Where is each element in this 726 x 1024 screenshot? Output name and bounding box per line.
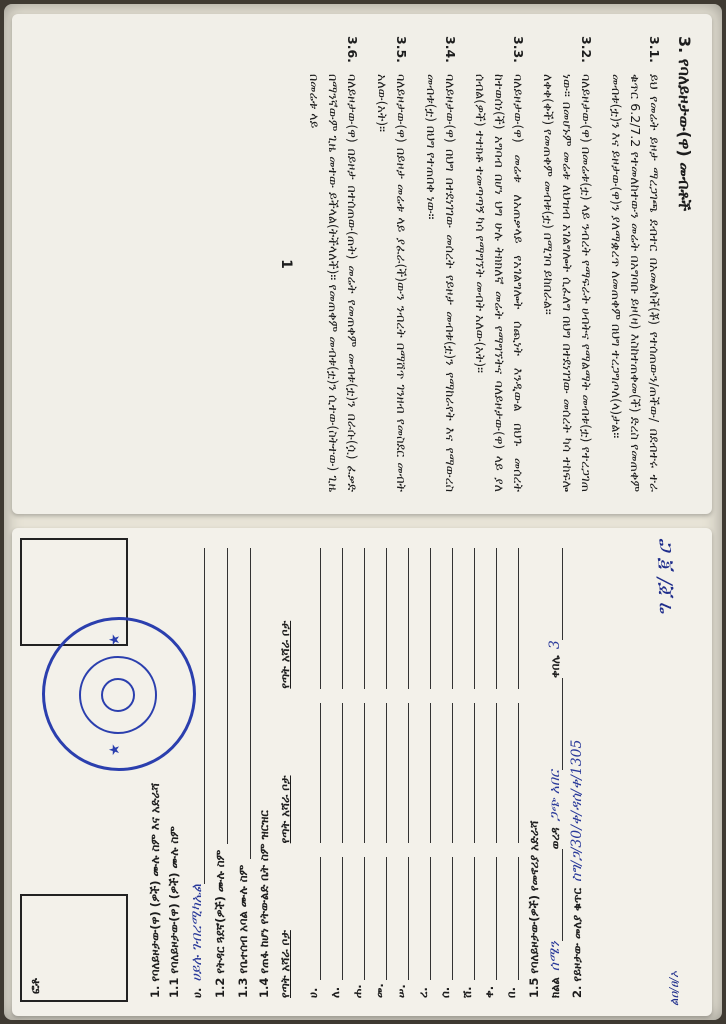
woreda-label: ወረዳ	[548, 827, 562, 850]
holder-info-page	[12, 528, 712, 1016]
clause-text: ባለይዞታው(ዋ) በይዞታ መሬቱ ላይ ያፈራ(ች)ውን ንብረት በማሸጥ ገንዘብ የመስደር መብት አለው(አት)።	[375, 74, 409, 492]
clause-3-5	[373, 36, 411, 492]
address-row	[546, 548, 563, 998]
photo-label: ፎቶ	[28, 978, 42, 994]
clause-3-2	[539, 36, 596, 492]
clause-3-6	[305, 36, 362, 492]
spouse-label: 1.2 የትዳር ጓደኛ(ዎች) ሙሉ ስም	[213, 849, 227, 998]
column-3	[278, 548, 519, 689]
page-number: 1	[278, 259, 294, 269]
handwritten-margin-note: ግ ጀ/ ፪ ሮ	[652, 540, 676, 616]
photo-box-holder	[20, 894, 128, 1002]
clause-3-3	[471, 36, 528, 492]
address-title: 1.5 የባለይዞታው(ዎች) የመኖሪያ አድራሻ	[527, 820, 541, 998]
star-icon: ★	[107, 743, 123, 756]
region-label: ክልል	[548, 977, 562, 998]
star-icon: ★	[107, 633, 123, 646]
clause-number: 3.3.	[511, 36, 526, 63]
holder-name-label: 1.1 የባለይዞታው(ዋ) (ዎች) ሙሉ ስም	[167, 826, 181, 998]
underline	[234, 548, 251, 859]
woreda-value: ጋጭ አበር	[547, 770, 563, 822]
family-row	[234, 548, 251, 998]
holder-name-value-row: ሀ. ሀይሉ ገብረሚካኤል	[188, 548, 205, 998]
clause-number: 3.2.	[579, 36, 594, 63]
land-certificate-booklet	[4, 4, 722, 1020]
parcel-code-label: 2. የይዞታው መለያ ቁጥር	[570, 888, 584, 998]
handwritten-corner-note: ልዐ/ፀ/ኦ	[667, 970, 681, 1006]
holder-name-value: ሀይሉ ገብረሚካኤል	[189, 883, 205, 982]
rights-page-content	[12, 14, 712, 514]
clause-text: ባለይዞታው(ዋ) በህግ በተደነገገው መሰረት የይዞታ መብቱ(ቷ)ን የማከራየት እና የማውረስ መብቱ(ቷ) በህግ የተጠበቀ ነው።	[424, 74, 458, 492]
holder-form	[140, 548, 591, 998]
clause-number: 3.1.	[647, 36, 662, 63]
kebele-label: ቀበሌ	[548, 655, 562, 678]
clause-number: 3.6.	[345, 36, 360, 63]
holder-info-content	[12, 528, 712, 1016]
underline	[188, 548, 205, 884]
lineage-label: 1.4 የጠፋ ከሆነ የትውልድ ቤት ስም ዝርዝር	[257, 810, 271, 998]
rights-section-title: 3. የባለይዞታው(ዋ) መብቶች	[675, 36, 694, 212]
section-1-title: 1. የባለይዞታው(ዋ) (ዎች) ሙሉ ስም እና አድራሻ	[148, 783, 162, 998]
fingerprint-columns	[278, 548, 519, 998]
column-heading: የጣት አሻራ ቦታ	[278, 930, 292, 998]
parcel-code-value: ስግ/ጋ/30/ቀ/ዳሰ/ቀ/1305	[569, 739, 585, 882]
clause-3-1	[607, 36, 664, 492]
column-heading: የጣት አሻራ ቦታ	[278, 775, 292, 844]
clause-number: 3.4.	[443, 36, 458, 63]
parcel-code-row	[569, 548, 585, 998]
holder-name-row	[167, 548, 182, 998]
family-label: 1.3 የቤተሰብ አባል ሙሉ ስም	[236, 864, 250, 998]
column-1: የጣት አሻራ ቦታ ሀ. ለ. ሐ. መ. ሠ. ረ. ሰ. ሸ. ቀ. በ.	[278, 857, 519, 998]
clause-number: 3.5.	[394, 36, 409, 63]
clause-text: ባለይዞታው(ዋ) በይዞታ በተሰጠው(ጠት) መሬት የመጠቀም መብቱ(ቷ)ን በራሱ(ሷ) ፈቃድ በማንኛውም ጊዜ መተው ይችላል(ትችላለች)። የመጠቀም መብቱ(ቷ)ን ሲተው(ስትተው) ጊዜ በመሬቱ ላይ	[307, 74, 360, 492]
lineage-row	[257, 548, 272, 998]
clause-3-4	[422, 36, 460, 492]
clause-text: ባለይዞታው(ዋ) በመሬቱ(ቷ) ላይ ንብረት የማፍራት ሀብትና የማልማት መብቱ(ቷ) የተረጋገጠ ነው። በመሆኑም መሬቱ ለህዝብ አገልግሎት ሲፈለግ በህግ በተደነገገው መሰረት ካሳ ተከፍሎ ለቀቀ(ቀች) የመጠቀም መብቱ(ቷ) በሚገባ ይከበራል።	[541, 74, 594, 492]
clause-text: ይህ የመሬት ይዞታ ማረጋገጫ ደብተር በአመልካች(ቾ) የተሰጠውን/ጠችው/ በደብተሩ ተራ ቁጥር 6.2/7.2 የተመለከተውን መሬት በአግባቡ ይዞ(ዛ) እስከተጠቀመ(ች) ድረስ የመጠቀም መብቱ(ቷ)ን እና ይዞታው(ዋ)ን ያለማቋረጥ ለመጠቀም በህግ ተረጋግጦለ(ላ)ታል።	[609, 74, 662, 492]
stamp-core	[101, 678, 135, 712]
kebele-value: 3	[547, 640, 563, 650]
column-heading: የጣት አሻራ ቦታ	[278, 620, 292, 689]
rights-page	[12, 14, 712, 514]
underline	[211, 548, 228, 844]
spouse-row	[211, 548, 228, 998]
column-2	[278, 703, 519, 844]
region-value: ሰሜን	[547, 941, 563, 972]
clause-text: ባለይዞታው(ዋ) መሬቱ ለአጠቃላይ የአገልግሎት ሰጪነት እንዲውል በህጉ መሰረት ከተወሰነ(ች) አግባብ በሆነ ህግ ሁሉ ትክክለኛ መሬት የማግኘትና ባለይዞታው(ዋ) ላይ ያለ ሰብል(ዎች) ተተክቶ ተመጣጣኝ ካሳ የማግኘት መብት አለው(አት)።	[473, 74, 526, 492]
